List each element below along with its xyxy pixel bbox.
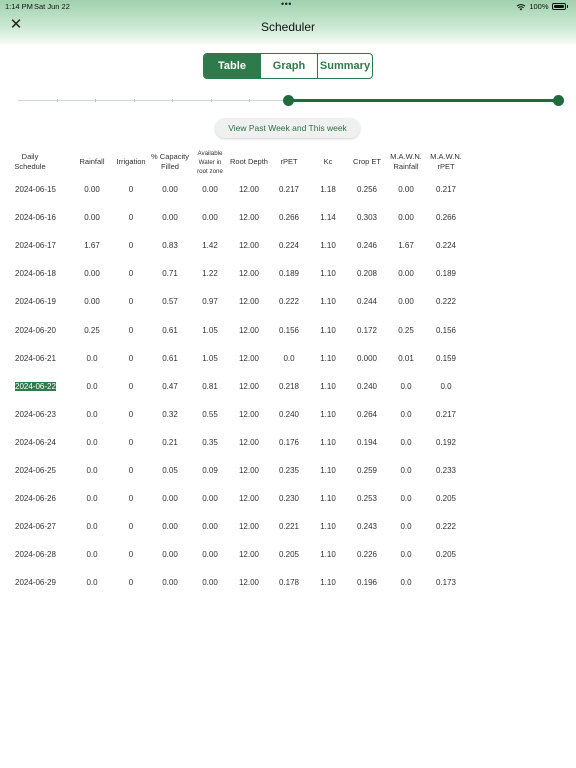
status-time: 1:14 PM: [5, 2, 33, 11]
cell-daily-schedule[interactable]: 2024-06-20: [15, 325, 56, 335]
cell-kc: 1.18: [320, 185, 336, 194]
cell-root-depth: 12.00: [238, 325, 260, 335]
cell-mawn-rpet: 0.224: [435, 241, 457, 251]
status-bar: [0, 2, 576, 14]
status-right: [516, 2, 568, 11]
cell-irrigation: 0: [128, 185, 134, 194]
column-header-line: M.A.W.N.: [390, 152, 422, 161]
cell-available-water: 0.35: [202, 437, 218, 447]
cell-mawn-rainfall: 0.00: [398, 185, 414, 194]
cell-rpet: 0.235: [278, 466, 300, 475]
date-range-slider[interactable]: [18, 93, 563, 109]
cell-kc: 1.10: [320, 550, 336, 560]
cell-crop-et: 0.246: [356, 241, 378, 251]
cell-crop-et: 0.208: [356, 269, 378, 279]
cell-rpet: 0.0: [283, 353, 295, 363]
column-header-line: Schedule: [14, 162, 46, 171]
cell-mawn-rainfall: 0.0: [400, 381, 412, 391]
cell-kc: 1.10: [320, 494, 336, 504]
view-past-week-button[interactable]: View Past Week and This week: [215, 118, 360, 138]
cell-rpet: 0.221: [278, 522, 300, 532]
cell-mawn-rpet: 0.189: [435, 269, 457, 279]
cell-mawn-rainfall: 0.00: [398, 297, 414, 307]
status-date: Sat Jun 22: [34, 2, 70, 11]
cell-irrigation: 0: [128, 213, 134, 223]
cell-rainfall: 0.0: [86, 494, 98, 504]
cell-rainfall: 0.0: [86, 353, 98, 363]
battery-icon: [552, 3, 566, 10]
cell-irrigation: 0: [128, 353, 134, 363]
cell-kc: 1.10: [320, 297, 336, 307]
cell-mawn-rpet: 0.156: [435, 325, 457, 335]
cell-daily-schedule[interactable]: 2024-06-19: [15, 297, 56, 307]
cell-mawn-rainfall: 0.0: [400, 494, 412, 504]
column-header-line: % Capacity: [151, 152, 189, 161]
cell-kc: 1.10: [320, 325, 336, 335]
cell-irrigation: 0: [128, 325, 134, 335]
cell-crop-et: 0.240: [356, 381, 378, 391]
cell-available-water: 0.81: [202, 381, 218, 391]
cell-rpet: 0.156: [278, 325, 300, 335]
slider-end-handle[interactable]: [553, 95, 564, 106]
cell-crop-et: 0.264: [356, 409, 378, 419]
cell-kc: 1.10: [320, 381, 336, 391]
cell-root-depth: 12.00: [238, 353, 260, 363]
cell-rainfall: 1.67: [84, 241, 100, 251]
cell-capacity-filled: 0.00: [162, 185, 178, 194]
cell-crop-et: 0.256: [356, 185, 378, 194]
cell-irrigation: 0: [128, 466, 134, 475]
tab-graph[interactable]: Graph: [260, 54, 317, 78]
cell-rainfall: 0.0: [86, 409, 98, 419]
cell-available-water: 0.00: [202, 522, 218, 532]
cell-irrigation: 0: [128, 437, 134, 447]
cell-rainfall: 0.00: [84, 185, 100, 194]
cell-rpet: 0.189: [278, 269, 300, 279]
cell-mawn-rpet: 0.173: [435, 578, 457, 588]
cell-available-water: 0.97: [202, 297, 218, 307]
cell-mawn-rpet: 0.217: [435, 409, 457, 419]
slider-tick: [211, 99, 212, 102]
cell-irrigation: 0: [128, 381, 134, 391]
cell-crop-et: 0.243: [356, 522, 378, 532]
cell-daily-schedule[interactable]: 2024-06-26: [15, 494, 56, 504]
column-header-line: Filled: [161, 162, 179, 171]
column-header-line: Rainfall: [393, 162, 419, 171]
cell-capacity-filled: 0.00: [162, 494, 178, 504]
cell-rainfall: 0.00: [84, 269, 100, 279]
cell-rainfall: 0.0: [86, 578, 98, 588]
cell-crop-et: 0.000: [356, 353, 378, 363]
column-header-line: Rainfall: [79, 157, 105, 166]
column-header-line: Daily: [21, 152, 39, 161]
cell-mawn-rainfall: 0.0: [400, 437, 412, 447]
cell-available-water: 1.22: [202, 269, 218, 279]
cell-daily-schedule[interactable]: 2024-06-16: [15, 213, 56, 223]
cell-crop-et: 0.226: [356, 550, 378, 560]
cell-kc: 1.10: [320, 409, 336, 419]
column-header-line: rPET: [280, 157, 298, 166]
cell-root-depth: 12.00: [238, 550, 260, 560]
cell-irrigation: 0: [128, 578, 134, 588]
cell-mawn-rainfall: 0.0: [400, 578, 412, 588]
cell-crop-et: 0.303: [356, 213, 378, 223]
cell-mawn-rainfall: 0.00: [398, 213, 414, 223]
cell-mawn-rpet: 0.192: [435, 437, 457, 447]
cell-mawn-rainfall: 0.01: [398, 353, 414, 363]
cell-available-water: 0.00: [202, 185, 218, 194]
cell-daily-schedule[interactable]: 2024-06-17: [15, 241, 56, 251]
cell-available-water: 0.00: [202, 213, 218, 223]
cell-mawn-rpet: 0.222: [435, 297, 457, 307]
cell-root-depth: 12.00: [238, 269, 260, 279]
cell-capacity-filled: 0.00: [162, 578, 178, 588]
cell-irrigation: 0: [128, 494, 134, 504]
cell-rpet: 0.217: [278, 185, 300, 194]
cell-kc: 1.10: [320, 269, 336, 279]
cell-rpet: 0.178: [278, 578, 300, 588]
cell-crop-et: 0.244: [356, 297, 378, 307]
column-header-line: Crop ET: [353, 157, 381, 166]
cell-crop-et: 0.259: [356, 466, 378, 475]
column-header-line: M.A.W.N.: [430, 152, 462, 161]
cell-available-water: 0.00: [202, 550, 218, 560]
column-header-line: Root Depth: [230, 157, 268, 166]
cell-available-water: 0.00: [202, 494, 218, 504]
cell-capacity-filled: 0.71: [162, 269, 178, 279]
cell-kc: 1.10: [320, 437, 336, 447]
cell-irrigation: 0: [128, 550, 134, 560]
cell-daily-schedule[interactable]: 2024-06-27: [15, 522, 56, 532]
cell-capacity-filled: 0.21: [162, 437, 178, 447]
column-header-line: Irrigation: [116, 157, 146, 166]
close-icon[interactable]: ✕: [9, 16, 23, 33]
cell-daily-schedule[interactable]: 2024-06-28: [15, 550, 56, 560]
cell-kc: 1.10: [320, 466, 336, 475]
cell-root-depth: 12.00: [238, 409, 260, 419]
cell-kc: 1.14: [320, 213, 336, 223]
cell-capacity-filled: 0.00: [162, 550, 178, 560]
cell-crop-et: 0.196: [356, 578, 378, 588]
cell-mawn-rpet: 0.266: [435, 213, 457, 223]
cell-capacity-filled: 0.61: [162, 353, 178, 363]
slider-tick: [57, 99, 58, 102]
cell-rainfall: 0.00: [84, 213, 100, 223]
cell-capacity-filled: 0.05: [162, 466, 178, 475]
cell-mawn-rpet: 0.222: [435, 522, 457, 532]
column-header-line: rPET: [437, 162, 455, 171]
cell-available-water: 0.00: [202, 578, 218, 588]
slider-tick: [249, 99, 250, 102]
cell-daily-schedule[interactable]: 2024-06-23: [15, 409, 56, 419]
cell-rpet: 0.240: [278, 409, 300, 419]
column-header-line: Available: [197, 149, 223, 157]
cell-root-depth: 12.00: [238, 241, 260, 251]
cell-daily-schedule[interactable]: 2024-06-22: [15, 381, 56, 391]
column-header-line: Kc: [323, 157, 333, 166]
view-segmented-control: [203, 53, 373, 79]
cell-daily-schedule[interactable]: 2024-06-15: [15, 185, 56, 194]
cell-rpet: 0.266: [278, 213, 300, 223]
wifi-icon: [516, 3, 526, 11]
cell-mawn-rpet: 0.217: [435, 185, 457, 194]
cell-kc: 1.10: [320, 522, 336, 532]
cell-rpet: 0.205: [278, 550, 300, 560]
column-header-line: root zone: [197, 167, 223, 175]
cell-mawn-rainfall: 0.00: [398, 269, 414, 279]
cell-capacity-filled: 0.32: [162, 409, 178, 419]
cell-kc: 1.10: [320, 578, 336, 588]
cell-rpet: 0.222: [278, 297, 300, 307]
cell-rainfall: 0.0: [86, 437, 98, 447]
top-bar: [0, 0, 576, 44]
cell-available-water: 1.05: [202, 325, 218, 335]
cell-mawn-rainfall: 0.0: [400, 409, 412, 419]
cell-kc: 1.10: [320, 241, 336, 251]
cell-rpet: 0.230: [278, 494, 300, 504]
cell-mawn-rainfall: 0.0: [400, 522, 412, 532]
cell-root-depth: 12.00: [238, 578, 260, 588]
cell-mawn-rainfall: 1.67: [398, 241, 414, 251]
cell-root-depth: 12.00: [238, 185, 260, 194]
cell-root-depth: 12.00: [238, 437, 260, 447]
cell-mawn-rpet: 0.205: [435, 494, 457, 504]
cell-capacity-filled: 0.00: [162, 522, 178, 532]
page-title: Scheduler: [260, 20, 316, 34]
cell-daily-schedule[interactable]: 2024-06-21: [15, 353, 56, 363]
cell-root-depth: 12.00: [238, 297, 260, 307]
cell-capacity-filled: 0.83: [162, 241, 178, 251]
column-header-mawn-rpet: [420, 152, 472, 172]
cell-root-depth: 12.00: [238, 213, 260, 223]
cell-rpet: 0.176: [278, 437, 300, 447]
cell-capacity-filled: 0.00: [162, 213, 178, 223]
cell-available-water: 0.09: [202, 466, 218, 475]
cell-mawn-rainfall: 0.0: [400, 550, 412, 560]
cell-rainfall: 0.25: [84, 325, 100, 335]
cell-mawn-rpet: 0.159: [435, 353, 457, 363]
slider-start-handle[interactable]: [283, 95, 294, 106]
tab-summary[interactable]: Summary: [317, 54, 372, 78]
cell-rainfall: 0.0: [86, 522, 98, 532]
cell-irrigation: 0: [128, 297, 134, 307]
cell-available-water: 1.05: [202, 353, 218, 363]
slider-tick: [172, 99, 173, 102]
cell-mawn-rainfall: 0.0: [400, 466, 412, 475]
cell-crop-et: 0.172: [356, 325, 378, 335]
cell-daily-schedule[interactable]: 2024-06-29: [15, 578, 56, 588]
cell-root-depth: 12.00: [238, 494, 260, 504]
cell-mawn-rainfall: 0.25: [398, 325, 414, 335]
cell-daily-schedule[interactable]: 2024-06-24: [15, 437, 56, 447]
cell-capacity-filled: 0.47: [162, 381, 178, 391]
cell-crop-et: 0.253: [356, 494, 378, 504]
cell-capacity-filled: 0.61: [162, 325, 178, 335]
cell-daily-schedule[interactable]: 2024-06-25: [15, 466, 56, 475]
cell-kc: 1.10: [320, 353, 336, 363]
cell-root-depth: 12.00: [238, 522, 260, 532]
cell-rainfall: 0.0: [86, 466, 98, 475]
cell-mawn-rpet: 0.233: [435, 466, 457, 475]
multitasking-dots-icon[interactable]: •••: [281, 0, 292, 9]
cell-capacity-filled: 0.57: [162, 297, 178, 307]
battery-percent: 100%: [529, 2, 549, 11]
slider-tick: [134, 99, 135, 102]
cell-irrigation: 0: [128, 409, 134, 419]
battery-tip: [567, 5, 569, 8]
cell-rpet: 0.218: [278, 381, 300, 391]
column-header-line: Water in: [198, 158, 222, 166]
tab-table[interactable]: Table: [204, 54, 260, 78]
slider-selected-range: [288, 99, 558, 102]
cell-root-depth: 12.00: [238, 466, 260, 475]
cell-mawn-rpet: 0.0: [440, 381, 452, 391]
cell-rainfall: 0.00: [84, 297, 100, 307]
cell-mawn-rpet: 0.205: [435, 550, 457, 560]
cell-crop-et: 0.194: [356, 437, 378, 447]
cell-irrigation: 0: [128, 269, 134, 279]
column-header-daily-schedule: [4, 152, 56, 172]
cell-irrigation: 0: [128, 522, 134, 532]
cell-rainfall: 0.0: [86, 381, 98, 391]
cell-root-depth: 12.00: [238, 381, 260, 391]
cell-daily-schedule[interactable]: 2024-06-18: [15, 269, 56, 279]
cell-available-water: 1.42: [202, 241, 218, 251]
slider-tick: [95, 99, 96, 102]
cell-available-water: 0.55: [202, 409, 218, 419]
cell-rpet: 0.224: [278, 241, 300, 251]
cell-rainfall: 0.0: [86, 550, 98, 560]
cell-irrigation: 0: [128, 241, 134, 251]
